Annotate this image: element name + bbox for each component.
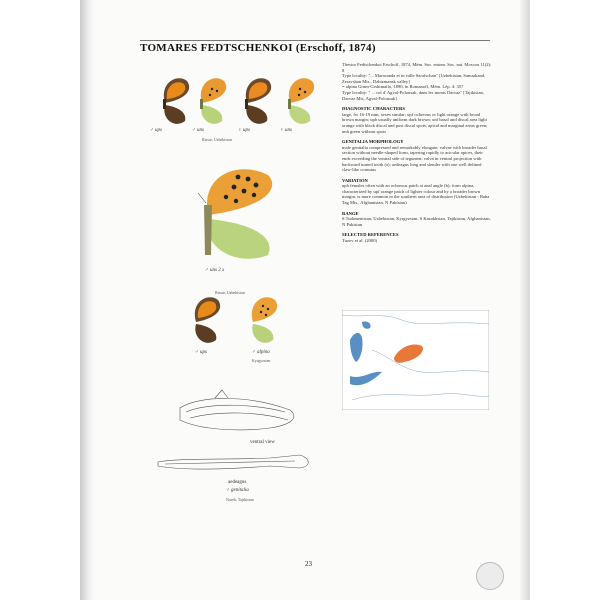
page-number: 23	[305, 560, 312, 568]
genitalia-heading: GENITALIA MORPHOLOGY	[342, 139, 404, 145]
butterfly-male-underside-enlarged	[198, 169, 272, 258]
caption-row1-2: ♂ uns	[192, 128, 204, 133]
range-heading: RANGE	[342, 210, 359, 216]
references-text: Tuzov et al. (2000)	[342, 238, 378, 244]
genitalia-ventral-drawing	[180, 390, 294, 430]
caption-big: ♂ uns 2 x	[205, 268, 225, 273]
caption-genitalia-sex: ♂ genitalia	[226, 488, 249, 493]
caption-aedeagus: aedeagus	[228, 480, 247, 485]
species-description	[342, 62, 492, 244]
butterfly-male-underside	[200, 78, 226, 124]
caption-ventral-view: ventral view	[250, 440, 275, 445]
caption-genitalia-locality: Nurek, Tajikistan	[226, 497, 254, 502]
type-locality-1: Type locality: "... Maracanda et in valle Sarafschan" [Uzbekistan, Samarkand, Zeravshan Mts., Dzhizmansk valley]	[342, 73, 486, 84]
caption-small-2: ♂ alpina	[252, 350, 270, 355]
butterfly-male-upperside	[163, 78, 189, 124]
butterfly-alpina	[252, 297, 277, 343]
variation-heading: VARIATION	[342, 177, 368, 183]
library-stamp	[476, 562, 504, 590]
species-title: TOMARES FEDTSCHENKOI (Erschoff, 1874)	[140, 42, 376, 54]
diagnostic-text: large, fw 16-19 mm; sexes similar; upf ochreous or light orange with broad brown margin; uph usually uniform dark brown; unf basal and discal area light orange with black discal and post discal spots, apical and marginal areas green; unh green without spots	[342, 111, 488, 134]
type-locality-2: Type locality: " ... col d' Agval-Polousak, dans les monts Darvaz" [Tajikistan, Darvaz Mts, Agval-Polousak]	[342, 89, 484, 101]
caption-small-locality: Kyrgyzstan	[252, 358, 271, 363]
alpina-synonym: = alpina Grum-Grshimailo, 1890, in Romanoff, Mém. Lép. 4: 357	[342, 84, 464, 90]
caption-row1-1: ♂ ups	[150, 128, 162, 133]
caption-big-locality: Rissar, Uzbekistan	[215, 290, 245, 295]
references-heading: SELECTED REFERENCES	[342, 232, 399, 238]
variation-text: uph females often with an ochreous patch at anal angle (b); form alpina, characterized by upf orange patch of lighter colour and by a broader brown margin, is more common in the southern area of distribution (Uzbekistan - Baba Tag Mts., Afghanistan, N Pakistan)	[342, 183, 490, 206]
aedeagus-drawing	[158, 455, 308, 469]
caption-small-1: ♂ ups	[195, 350, 207, 355]
butterfly-female-upperside	[245, 78, 271, 124]
caption-row1-locality: Rissar, Uzbekistan	[202, 137, 232, 142]
diagnostic-heading: DIAGNOSTIC CHARACTERS	[342, 106, 405, 112]
caption-row1-3: ♀ ups	[238, 128, 250, 133]
caption-row1-4: ♀ uns	[280, 128, 292, 133]
distribution-map	[342, 310, 489, 410]
butterfly-female-underside	[288, 78, 314, 124]
genitalia-text: male genitalia compressed and remarkably elongate; valvae with broader basal section without needle-shaped form, tapering rapidly to acicular apices, their ends exceeding the ventral side of tegumen; valva in ventral projection with backward turned tooth (a); aedeagus long and slender with one well defined claw-like cornutus	[342, 144, 487, 173]
range-text: S Turkmenistan, Uzbekistan, Kyrgyzstan, S Kazakhstan, Tajikistan, Afghanistan, N Pakistan	[342, 216, 491, 227]
butterfly-male-upperside-kyrgyzstan	[195, 297, 220, 343]
synonymy-text: Thestor Fedtschenkoi Erschoff, 1874, Mém. Soc. entom. Soc. nat. Moscou 11(2): 8	[342, 62, 492, 73]
